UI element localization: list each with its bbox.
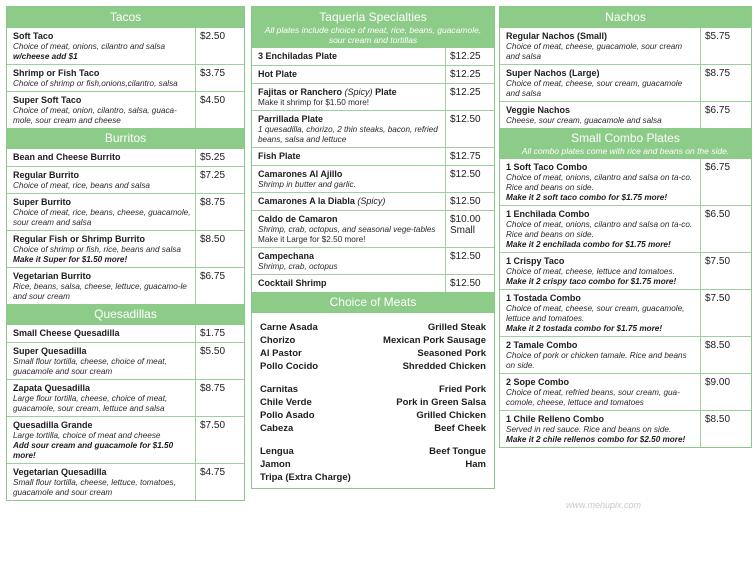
- meat-row: Lengua Beef Tongue: [260, 446, 486, 457]
- item-desc: Choice of meat, onions, cilantro and salsa on ta-co. Rice and beans on side.: [506, 173, 693, 192]
- burritos-list: [7, 149, 244, 304]
- item-desc: Rice, beans, salsa, cheese, lettuce, guacamo-le and sour cream: [13, 282, 187, 301]
- item-name: Quesadilla Grande: [13, 420, 93, 430]
- meat-row: Tripa (Extra Charge): [260, 472, 351, 483]
- item-name: Parrillada Plate: [258, 114, 324, 124]
- item-desc: Choice of meat, cheese, guacamole, sour cream and salsa: [506, 42, 683, 61]
- item-desc: Choice of meat, cheese, lettuce and tomatoes.: [506, 267, 675, 276]
- menu-item: [252, 275, 494, 292]
- menu-item: [500, 65, 751, 102]
- item-note: Make it 2 tostada combo for $1.75 more!: [506, 324, 663, 333]
- item-price: $6.50: [705, 209, 731, 220]
- combos-header: Small Combo Plates All combo plates come with rice and beans on the side.: [500, 128, 751, 159]
- item-name: Super Nachos (Large): [506, 68, 600, 78]
- item-desc: Shrimp, crab, octopus, and seasonal vege-tables: [258, 225, 436, 234]
- item-price: $7.50: [200, 420, 226, 431]
- spicy-label: (Spicy): [357, 196, 386, 206]
- item-name: 1 Crispy Taco: [506, 256, 565, 266]
- menu-item: [252, 48, 494, 66]
- item-desc: Choice of meat, onions, cilantro and salsa: [13, 42, 166, 51]
- item-name: 1 Enchilada Combo: [506, 209, 590, 219]
- item-price: $3.75: [200, 68, 226, 79]
- item-price: $6.75: [705, 105, 731, 116]
- menu-item: [252, 111, 494, 148]
- menu-item: [7, 417, 244, 464]
- item-price: $12.50: [450, 114, 481, 125]
- item-name: Vegetarian Quesadilla: [13, 467, 107, 477]
- nachos-list: [500, 28, 751, 128]
- item-name: Fajitas or Ranchero (Spicy) Plate: [258, 87, 397, 97]
- combos-list: [500, 159, 751, 447]
- item-price: $4.75: [200, 467, 226, 478]
- meats-header: Choice of Meats: [252, 292, 494, 313]
- specialties-list: [252, 48, 494, 292]
- item-desc: Choice of pork or chicken tamale. Rice and beans on side.: [506, 351, 687, 370]
- item-name: Zapata Quesadilla: [13, 383, 91, 393]
- item-name: Bean and Cheese Burrito: [13, 152, 121, 162]
- tacos-header: Tacos: [7, 7, 244, 28]
- item-note: Make it 2 soft taco combo for $1.75 more!: [506, 193, 668, 202]
- menu-item: [7, 464, 244, 500]
- menu-item: [7, 343, 244, 380]
- item-name: 1 Tostada Combo: [506, 293, 581, 303]
- item-desc: Cheese, sour cream, guacamole and salsa: [506, 116, 662, 125]
- meat-group: [260, 321, 486, 373]
- menu-item: [500, 411, 751, 447]
- item-name: Regular Burrito: [13, 170, 80, 180]
- item-desc: Choice of meat, refried beans, sour cream, gua-comole, cheese, lettuce and tomatoes: [506, 388, 680, 407]
- item-name: Regular Fish or Shrimp Burrito: [13, 234, 146, 244]
- item-desc: Choice of meat, cheese, sour cream, guacamole, lettuce and tomatoes.: [506, 304, 685, 323]
- menu-item: [252, 248, 494, 275]
- item-desc: Small flour tortilla, cheese, lettuce, tomatoes, guacamole and sour cream: [13, 478, 176, 497]
- item-name: Fish Plate: [258, 151, 301, 161]
- nachos-header: Nachos: [500, 7, 751, 28]
- item-desc: Choice of meat, onions, cilantro and salsa on ta-co. Rice and beans on side.: [506, 220, 693, 239]
- item-name: Hot Plate: [258, 69, 298, 79]
- quesadillas-list: [7, 325, 244, 500]
- watermark: www.menupix.com: [566, 500, 642, 510]
- item-price: $12.50: [450, 169, 481, 180]
- item-price: $10.00 Small: [450, 214, 481, 236]
- meat-row: Cabeza Beef Cheek: [260, 423, 486, 434]
- meat-group: [260, 383, 486, 435]
- item-desc: Choice of meat, rice, beans and salsa: [13, 181, 150, 190]
- item-price: $12.50: [450, 278, 481, 289]
- combos-subtitle: All combo plates come with rice and beans on the side.: [521, 146, 730, 156]
- item-name: Veggie Nachos: [506, 105, 571, 115]
- item-price: $8.75: [200, 383, 226, 394]
- item-name: Shrimp or Fish Taco: [13, 68, 100, 78]
- menu-item: [500, 28, 751, 65]
- item-name: 3 Enchiladas Plate: [258, 51, 338, 61]
- menu-item: [7, 28, 244, 65]
- item-price: $12.75: [450, 151, 481, 162]
- item-price-size: Small: [450, 225, 476, 236]
- item-note: Make it 2 enchilada combo for $1.75 more!: [506, 240, 671, 249]
- item-price: $8.50: [200, 234, 226, 245]
- burritos-header: Burritos: [7, 128, 244, 149]
- item-price: $1.75: [200, 328, 226, 339]
- item-name: 2 Tamale Combo: [506, 340, 578, 350]
- item-price: $8.50: [705, 340, 731, 351]
- item-price: $8.50: [705, 414, 731, 425]
- item-price: $12.25: [450, 69, 481, 80]
- item-price: $5.25: [200, 152, 226, 163]
- item-price: $4.50: [200, 95, 226, 106]
- item-price: $12.50: [450, 196, 481, 207]
- item-price: $9.00: [705, 377, 731, 388]
- menu-item: [252, 148, 494, 166]
- item-desc: Served in red sauce. Rice and beans on side.: [506, 425, 672, 434]
- item-note: Add sour cream and guacamole for $1.50 more!: [13, 441, 174, 460]
- item-name: Caldo de Camaron: [258, 214, 338, 224]
- item-desc: Choice of shrimp or fish, rice, beans and salsa: [13, 245, 181, 254]
- menu-item: [252, 84, 494, 111]
- menu-item: [7, 231, 244, 268]
- middle-column: [251, 6, 495, 489]
- menu-item: [500, 102, 751, 128]
- item-price: $12.25: [450, 87, 481, 98]
- menu-item: [252, 66, 494, 84]
- meat-row: Al Pastor Seasoned Pork: [260, 348, 486, 359]
- item-desc: Choice of shrimp or fish,onions,cilantro, salsa: [13, 79, 178, 88]
- item-name: Camarones Al Ajillo: [258, 169, 343, 179]
- item-name: Small Cheese Quesadilla: [13, 328, 120, 338]
- item-name: Camarones A la Diabla (Spicy): [258, 196, 386, 206]
- item-price: $7.25: [200, 170, 226, 181]
- spicy-label: (Spicy): [344, 87, 373, 97]
- item-note: w/cheese add $1: [13, 52, 78, 61]
- specialties-subtitle: All plates include choice of meat, rice, beans, guacamole, sour cream and tortillas: [264, 25, 482, 45]
- item-name: 1 Soft Taco Combo: [506, 162, 588, 172]
- menu-item: [7, 194, 244, 231]
- item-price: $7.50: [705, 293, 731, 304]
- item-desc: Shrimp, crab, octopus: [258, 262, 338, 271]
- meat-row: Carne Asada Grilled Steak: [260, 322, 486, 333]
- menu-item: [7, 92, 244, 128]
- item-name: 1 Chile Relleno Combo: [506, 414, 605, 424]
- item-desc: 1 quesadilla, chorizo, 2 thin steaks, bacon, refried beans, salsa and lettuce: [258, 125, 438, 144]
- menu-item: [7, 380, 244, 417]
- menu-item: [500, 374, 751, 411]
- menu-item: [500, 206, 751, 253]
- item-note: Make it Large for $2.50 more!: [258, 235, 366, 244]
- item-desc: Small flour tortilla, cheese, choice of meat, guacamole and sour cream: [13, 357, 167, 376]
- item-note: Make it shrimp for $1.50 more!: [258, 98, 370, 107]
- menu-item: [252, 193, 494, 211]
- meats-list: [252, 313, 494, 488]
- item-name: Super Soft Taco: [13, 95, 82, 105]
- item-name: Super Burrito: [13, 197, 72, 207]
- menu-item: [7, 167, 244, 194]
- item-desc: Choice of meat, onion, cilantro, salsa, guaca-mole, sour cream and cheese: [13, 106, 177, 125]
- meat-row: Chorizo Mexican Pork Sausage: [260, 335, 486, 346]
- item-price: $8.75: [705, 68, 731, 79]
- item-price: $2.50: [200, 31, 226, 42]
- meat-group: [260, 445, 486, 484]
- menu-item: [500, 337, 751, 374]
- item-name: Regular Nachos (Small): [506, 31, 608, 41]
- item-price: $7.50: [705, 256, 731, 267]
- item-note: Make it 2 crispy taco combo for $1.75 more!: [506, 277, 677, 286]
- item-price: $12.25: [450, 51, 481, 62]
- item-desc: Choice of meat, cheese, sour cream, guacamole and salsa: [506, 79, 683, 98]
- menu-item: [7, 268, 244, 304]
- item-price: $5.50: [200, 346, 226, 357]
- item-name: Vegetarian Burrito: [13, 271, 92, 281]
- menu-item: [500, 159, 751, 206]
- item-note: Make it Super for $1.50 more!: [13, 255, 128, 264]
- item-price: $8.75: [200, 197, 226, 208]
- left-column: [6, 6, 245, 501]
- meat-row: Chile Verde Pork in Green Salsa: [260, 397, 486, 408]
- specialties-header: Taqueria Specialties All plates include choice of meat, rice, beans, guacamole, sour cream and tortillas: [252, 7, 494, 48]
- meat-row: Pollo Asado Grilled Chicken: [260, 410, 486, 421]
- item-name: Soft Taco: [13, 31, 54, 41]
- item-note: Make it 2 chile rellenos combo for $2.50 more!: [506, 435, 686, 444]
- meat-row: Pollo Cocido Shredded Chicken: [260, 361, 486, 372]
- menu-item: [252, 166, 494, 193]
- meat-row: Jamon Ham: [260, 459, 486, 470]
- right-column: [499, 6, 752, 448]
- item-price: $12.50: [450, 251, 481, 262]
- menu-item: [7, 65, 244, 92]
- tacos-list: [7, 28, 244, 128]
- menu-item: [500, 253, 751, 290]
- item-price: $5.75: [705, 31, 731, 42]
- item-price: $6.75: [200, 271, 226, 282]
- item-desc: Shrimp in butter and garlic.: [258, 180, 356, 189]
- meat-row: Carnitas Fried Pork: [260, 384, 486, 395]
- item-price: $6.75: [705, 162, 731, 173]
- item-desc: Large tortilla, choice of meat and cheese: [13, 431, 161, 440]
- item-name: Cocktail Shrimp: [258, 278, 327, 288]
- item-name: Campechana: [258, 251, 315, 261]
- item-name: Super Quesadilla: [13, 346, 87, 356]
- item-name: 2 Sope Combo: [506, 377, 570, 387]
- item-desc: Choice of meat, rice, beans, cheese, guacamole, sour cream and salsa: [13, 208, 191, 227]
- item-desc: Large flour tortilla, cheese, choice of meat, guacamole, sour cream, lettuce and salsa: [13, 394, 168, 413]
- menu-item: [7, 325, 244, 343]
- quesadillas-header: Quesadillas: [7, 304, 244, 325]
- menu-item: [252, 211, 494, 248]
- menu-item: [500, 290, 751, 337]
- menu-item: [7, 149, 244, 167]
